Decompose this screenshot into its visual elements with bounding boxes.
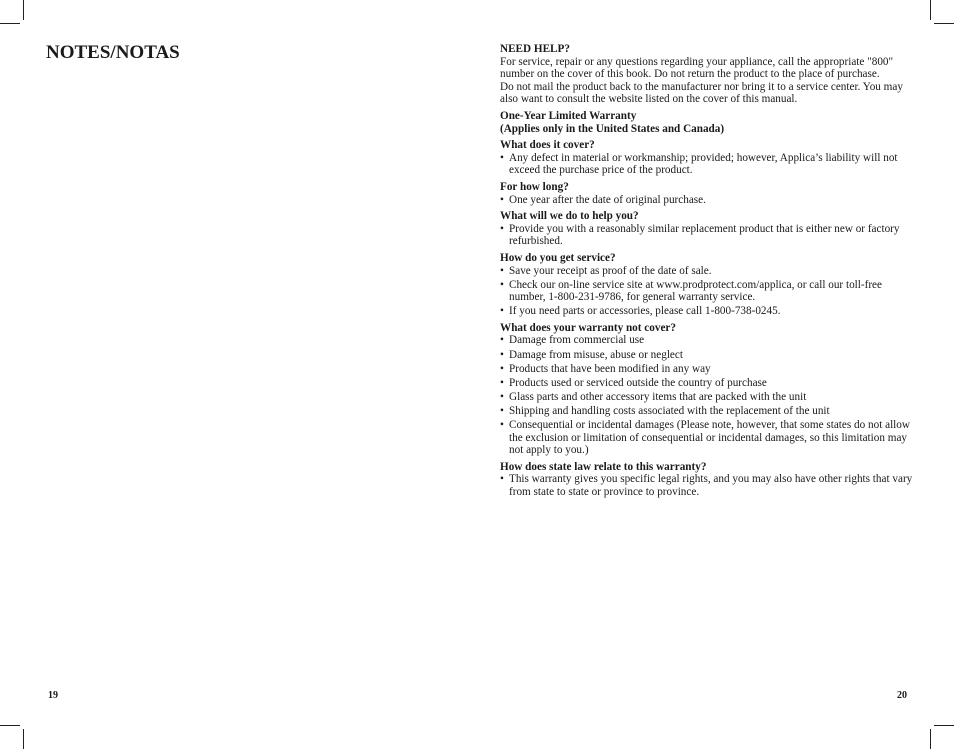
section-heading: For how long?	[500, 180, 569, 193]
warranty-section	[500, 181, 920, 206]
bullet-list	[500, 334, 920, 456]
list-item	[500, 377, 920, 390]
list-item-text: Products that have been modified in any way	[509, 362, 711, 375]
bullet-icon: •	[500, 151, 504, 164]
list-item-text: Provide you with a reasonably similar replacement product that is either new or factory refurbished.	[509, 222, 900, 248]
warranty-section	[500, 139, 920, 177]
list-item-text: Consequential or incidental damages (Please note, however, that some states do not allow the exclusion or limitation of consequential or incidental damages, so this limitation may not apply to you.)	[509, 419, 910, 457]
list-item-text: Save your receipt as proof of the date of sale.	[509, 264, 712, 277]
list-item-text: One year after the date of original purchase.	[509, 193, 706, 206]
list-item	[500, 363, 920, 376]
page-number-left: 19	[48, 690, 58, 701]
list-item	[500, 391, 920, 404]
section-heading: What does it cover?	[500, 139, 595, 152]
bullet-icon: •	[500, 222, 504, 235]
section-heading: What does your warranty not cover?	[500, 321, 676, 334]
bullet-icon: •	[500, 362, 504, 375]
bullet-list	[500, 265, 920, 318]
warranty-subtitle: (Applies only in the United States and Canada)	[500, 122, 725, 135]
bullet-list	[500, 473, 920, 498]
right-page	[477, 0, 954, 749]
list-item	[500, 473, 920, 498]
list-item	[500, 194, 920, 207]
warranty-content	[500, 43, 920, 503]
need-help-section	[500, 43, 920, 106]
list-item	[500, 279, 920, 304]
bullet-icon: •	[500, 390, 504, 403]
list-item-text: Any defect in material or workmanship; provided; however, Applica’s liability will not exceed the purchase price of the product.	[509, 151, 898, 177]
bullet-icon: •	[500, 404, 504, 417]
need-help-paragraph: Do not mail the product back to the manufacturer nor bring it to a service center. You may also want to consult the website listed on the cover of this manual.	[500, 80, 903, 106]
bullet-icon: •	[500, 264, 504, 277]
warranty-sections	[500, 139, 920, 498]
list-item	[500, 265, 920, 278]
bullet-icon: •	[500, 193, 504, 206]
page-title: NOTES/NOTAS	[46, 42, 180, 63]
list-item	[500, 334, 920, 347]
warranty-section	[500, 210, 920, 248]
need-help-paragraph: For service, repair or any questions regarding your appliance, call the appropriate "800" number on the cover of this book. Do not return the product to the place of purchase.	[500, 55, 894, 81]
bullet-icon: •	[500, 376, 504, 389]
list-item	[500, 419, 920, 457]
list-item-text: Shipping and handling costs associated with the replacement of the unit	[509, 404, 830, 417]
list-item-text: If you need parts or accessories, please call 1-800-738-0245.	[509, 305, 781, 318]
bullet-list	[500, 152, 920, 177]
list-item	[500, 305, 920, 318]
bullet-icon: •	[500, 334, 504, 347]
bullet-list	[500, 223, 920, 248]
list-item-text: Check our on-line service site at www.prodprotect.com/applica, or call our toll-free number, 1-800-231-9786, for general warranty service.	[509, 278, 882, 304]
bullet-list	[500, 194, 920, 207]
section-heading: How does state law relate to this warranty?	[500, 460, 707, 473]
list-item	[500, 349, 920, 362]
warranty-section	[500, 461, 920, 499]
list-item-text: This warranty gives you specific legal rights, and you may also have other rights that vary from state to state or province to province.	[509, 473, 913, 498]
bullet-icon: •	[500, 419, 504, 432]
list-item	[500, 405, 920, 418]
bullet-icon: •	[500, 278, 504, 291]
warranty-section	[500, 322, 920, 457]
bullet-icon: •	[500, 348, 504, 361]
section-heading: How do you get service?	[500, 251, 616, 264]
list-item-text: Glass parts and other accessory items that are packed with the unit	[509, 390, 807, 403]
section-heading: What will we do to help you?	[500, 210, 639, 223]
warranty-section	[500, 252, 920, 318]
warranty-title: One-Year Limited Warranty	[500, 109, 637, 122]
list-item	[500, 223, 920, 248]
list-item-text: Damage from misuse, abuse or neglect	[509, 348, 683, 361]
bullet-icon: •	[500, 305, 504, 318]
page-number-right: 20	[897, 690, 907, 701]
list-item	[500, 152, 920, 177]
list-item-text: Products used or serviced outside the country of purchase	[509, 376, 767, 389]
warranty-title-block	[500, 110, 920, 135]
bullet-icon: •	[500, 473, 504, 486]
list-item-text: Damage from commercial use	[509, 334, 645, 347]
need-help-heading: NEED HELP?	[500, 43, 570, 55]
